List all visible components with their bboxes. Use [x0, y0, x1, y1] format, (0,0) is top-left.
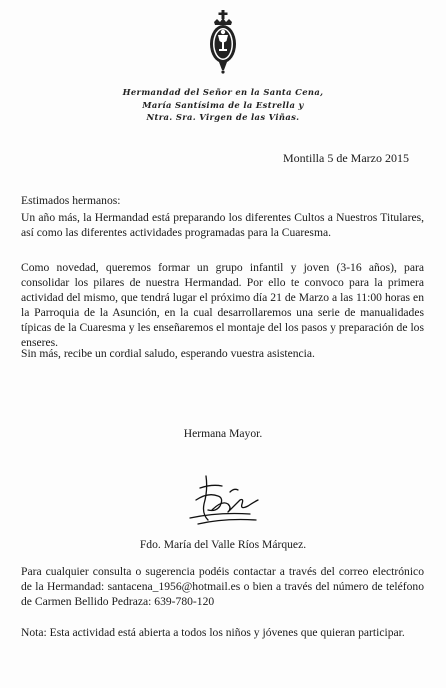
letterhead	[0, 86, 446, 124]
letterhead-line-2: María Santísima de la Estrella y	[142, 99, 304, 110]
note-paragraph: Nota: Esta actividad está abierta a todos los niños y jóvenes que quieran participar.	[21, 626, 405, 639]
signer-role: Hermana Mayor.	[183, 427, 263, 440]
letter-date: Montilla 5 de Marzo 2015	[283, 151, 409, 165]
paragraph-cultos: Un año más, la Hermandad está preparando los diferentes Cultos a Nuestros Titulares, así como las diferentes actividades programadas para la Cuaresma.	[21, 211, 424, 239]
greeting: Estimados hermanos:	[21, 194, 121, 207]
letterhead-line-3: Ntra. Sra. Virgen de las Viñas.	[146, 112, 300, 122]
handwritten-signature-icon	[178, 470, 270, 530]
signer-name: Fdo. María del Valle Ríos Márquez.	[139, 538, 307, 551]
paragraph-farewell: Sin más, recibe un cordial saludo, esperando vuestra asistencia.	[21, 347, 315, 360]
contact-paragraph: Para cualquier consulta o sugerencia podéis contactar a través del correo electrónico de la Hermandad: santacena_1956@hotmail.es o bien a través del número de teléfono de Carmen Bellido Pedraza: 639-780-120	[21, 565, 424, 608]
paragraph-youth-group: Como novedad, queremos formar un grupo infantil y joven (3-16 años), para consolidar los pilares de nuestra Hermandad. Por ello te convoco para la primera actividad del mismo, que tendrá lugar el próximo día 21 de Marzo a las 11:00 horas en la Parroquia de la Asunción, en la cual desarrollaremos una serie de manualidades típicas de la Cuaresma y les enseñaremos el montaje del los pasos y preparación de los enseres.	[21, 261, 424, 349]
letterhead-line-1: Hermandad del Señor en la Santa Cena,	[122, 87, 324, 97]
brotherhood-crest-icon	[207, 10, 239, 74]
